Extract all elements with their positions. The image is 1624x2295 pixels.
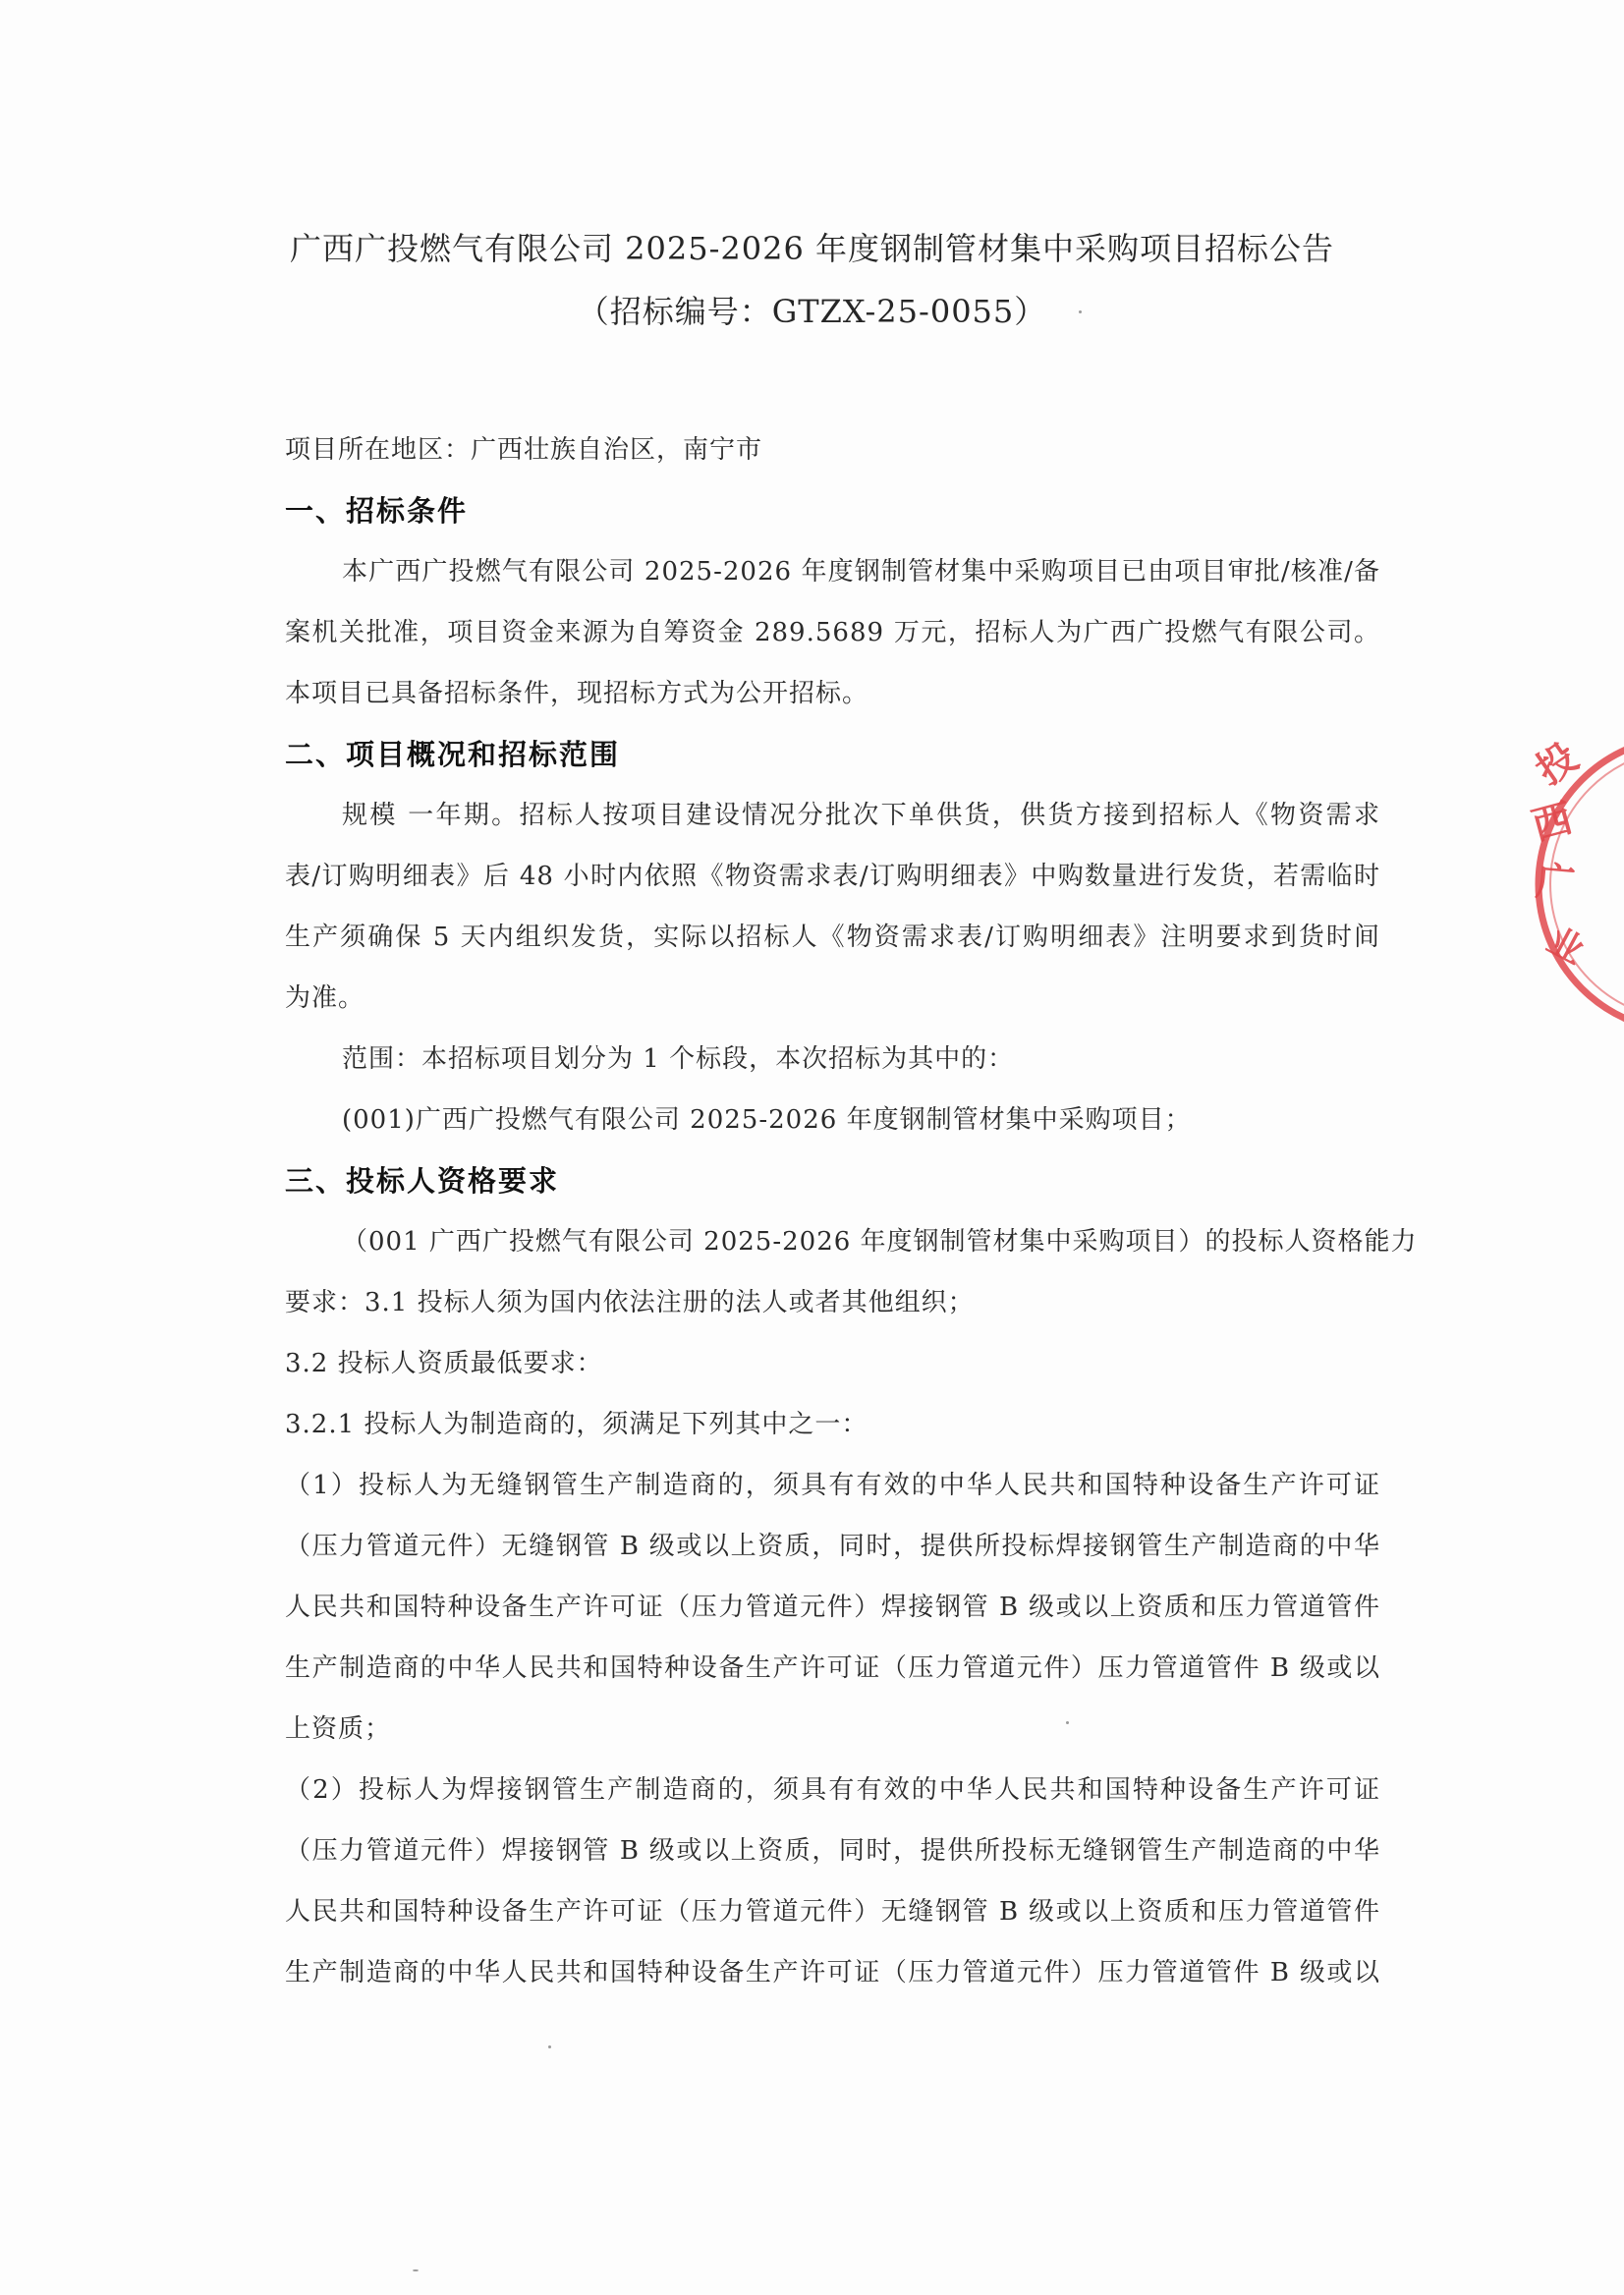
- scan-speck: [548, 2045, 551, 2048]
- paragraph-line: 为准。: [285, 983, 365, 1013]
- document-title: 广西广投燃气有限公司 2025-2026 年度钢制管材集中采购项目招标公告: [289, 230, 1335, 267]
- paragraph-line: 规模 一年期。招标人按项目建设情况分批次下单供货，供货方接到招标人《物资需求: [342, 801, 1380, 830]
- project-location: 项目所在地区：广西壮族自治区，南宁市: [285, 435, 763, 465]
- paragraph-line: 3.2 投标人资质最低要求：: [285, 1349, 603, 1378]
- paragraph-line: 生产制造商的中华人民共和国特种设备生产许可证（压力管道元件）压力管道管件 B 级或以: [285, 1958, 1380, 1987]
- section-heading-tender-conditions: 一、招标条件: [285, 494, 469, 528]
- svg-text:西: 西: [1527, 795, 1578, 850]
- paragraph-line: 人民共和国特种设备生产许可证（压力管道元件）焊接钢管 B 级或以上资质和压力管道管件: [285, 1593, 1380, 1622]
- paragraph-line: 生产须确保 5 天内组织发货，实际以招标人《物资需求表/订购明细表》注明要求到货时间: [285, 923, 1380, 952]
- scan-speck: [1079, 310, 1082, 313]
- paragraph-line: 3.2.1 投标人为制造商的，须满足下列其中之一：: [285, 1410, 868, 1439]
- paragraph-line: （压力管道元件）无缝钢管 B 级或以上资质，同时，提供所投标焊接钢管生产制造商的中华: [285, 1532, 1380, 1561]
- paragraph-line: （2）投标人为焊接钢管生产制造商的，须具有有效的中华人民共和国特种设备生产许可证: [285, 1775, 1380, 1805]
- paragraph-line: 要求：3.1 投标人须为国内依法注册的法人或者其他组织；: [285, 1288, 975, 1317]
- paragraph-line: 表/订购明细表》后 48 小时内依照《物资需求表/订购明细表》中购数量进行发货，若需临时: [285, 862, 1380, 891]
- svg-text:业: 业: [1540, 920, 1591, 973]
- seal-graphic: [1509, 727, 1624, 1041]
- paragraph-line: 生产制造商的中华人民共和国特种设备生产许可证（压力管道元件）压力管道管件 B 级或以: [285, 1653, 1380, 1683]
- tender-number: （招标编号：GTZX-25-0055）: [577, 293, 1047, 330]
- paragraph-line: 上资质；: [285, 1714, 392, 1744]
- document-body: [285, 420, 1418, 2003]
- section-heading-project-overview: 二、项目概况和招标范围: [285, 738, 621, 771]
- svg-text:投: 投: [1528, 734, 1587, 795]
- paragraph-line: （压力管道元件）焊接钢管 B 级或以上资质，同时，提供所投标无缝钢管生产制造商的中华: [285, 1836, 1380, 1866]
- paragraph-line: 本项目已具备招标条件，现招标方式为公开招标。: [285, 679, 869, 708]
- paragraph-line: 范围：本招标项目划分为 1 个标段，本次招标为其中的：: [342, 1044, 1015, 1074]
- company-seal: [1509, 727, 1624, 1041]
- paragraph-line: (001)广西广投燃气有限公司 2025-2026 年度钢制管材集中采购项目；: [342, 1105, 1192, 1135]
- paragraph-line: 人民共和国特种设备生产许可证（压力管道元件）无缝钢管 B 级或以上资质和压力管道管件: [285, 1897, 1380, 1927]
- paragraph-line: 案机关批准，项目资金来源为自筹资金 289.5689 万元，招标人为广西广投燃气有限公司。: [285, 618, 1380, 647]
- paragraph-line: （001 广西广投燃气有限公司 2025-2026 年度钢制管材集中采购项目）的投标人资格能力: [342, 1227, 1418, 1257]
- paragraph-line: （1）投标人为无缝钢管生产制造商的，须具有有效的中华人民共和国特种设备生产许可证: [285, 1471, 1380, 1500]
- section-heading-bidder-qualifications: 三、投标人资格要求: [285, 1164, 560, 1198]
- scan-speck: [1066, 1721, 1069, 1724]
- svg-text:广: 广: [1534, 859, 1577, 908]
- scan-speck: [413, 2269, 419, 2271]
- paragraph-line: 本广西广投燃气有限公司 2025-2026 年度钢制管材集中采购项目已由项目审批/核准/备: [342, 557, 1380, 587]
